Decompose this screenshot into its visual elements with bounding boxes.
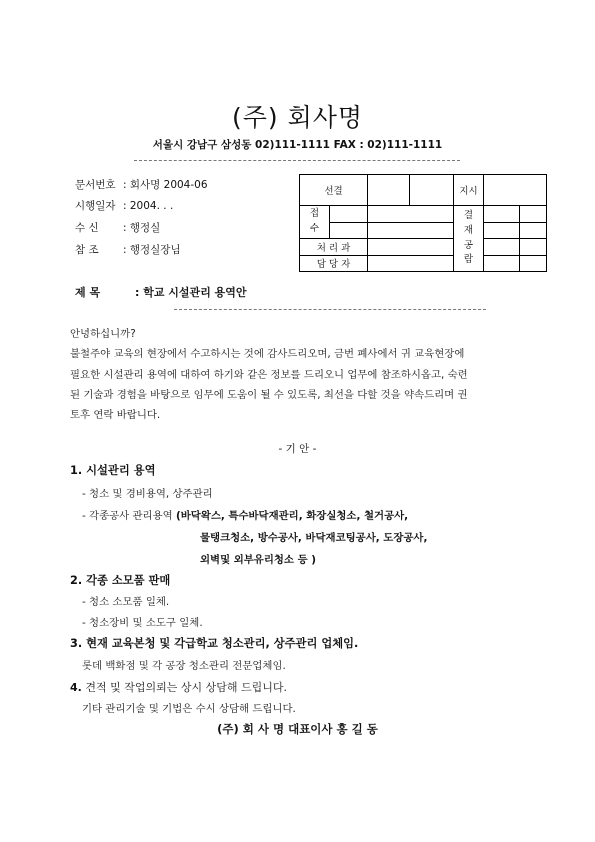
issue-date-label: 시행일자 — [75, 200, 116, 212]
header-divider — [134, 160, 460, 161]
section-1-title: 1. 시설관리 용역 — [70, 464, 156, 477]
approval-seon-label: 선결 — [300, 175, 368, 206]
section-4-number: 4. — [70, 681, 82, 694]
approval-jeobsu-cell-3 — [330, 222, 368, 239]
approval-jeob-char: 접 — [309, 208, 320, 220]
section-1-item-1: - 청소 및 경비용역, 상주관리 — [82, 488, 213, 500]
approval-jeobsu-cell-1 — [330, 206, 368, 223]
section-2-item-2: - 청소장비 및 소도구 일체. — [82, 617, 203, 629]
signature: (주) 회 사 명 대표이사 홍 길 동 — [217, 722, 378, 736]
approval-person-cell — [368, 255, 454, 272]
approval-seon-cell-2 — [410, 175, 454, 206]
approval-su-char: 수 — [309, 223, 320, 234]
doc-number-row — [75, 177, 208, 192]
approval-cell — [520, 255, 547, 272]
section-4-item: 기타 관리기술 및 기법은 수시 상담해 드립니다. — [82, 703, 296, 715]
approval-jisi-label: 지시 — [454, 175, 484, 206]
issue-date-row — [75, 198, 173, 213]
subject-value: : 학교 시설관리 용역안 — [135, 286, 247, 299]
section-1-item-2-cont-2 — [200, 551, 316, 566]
subject-label: 제 목 — [75, 286, 101, 299]
approval-cell — [484, 239, 520, 256]
approval-cell — [520, 239, 547, 256]
company-title: (주) 회사명 — [231, 103, 364, 132]
approval-person-label: 담 당 자 — [300, 255, 368, 272]
approval-gong-char: 공 — [463, 239, 474, 251]
body-line-1: 불철주야 교육의 현장에서 수고하시는 것에 감사드리오며, 금번 폐사에서 귀 교육현장에 — [70, 348, 465, 360]
section-1-item-2-bold: (바닥왁스, 특수바닥재관리, 화장실청소, 철거공사, — [175, 510, 409, 522]
reference-value: : 행정실장님 — [123, 244, 181, 256]
recipient-row — [75, 220, 160, 235]
proposal-heading: - 기 안 - — [278, 443, 317, 455]
reference-row — [75, 242, 181, 257]
section-2-title: 2. 각종 소모품 판매 — [70, 574, 171, 587]
company-address: 서울시 강남구 삼성동 02)111-1111 FAX : 02)111-1111 — [152, 139, 443, 151]
greeting: 안녕하십니까? — [70, 328, 136, 340]
section-1-item-2 — [82, 507, 408, 522]
approval-cell — [484, 222, 520, 239]
doc-number-value: : 회사명 2004-06 — [123, 179, 208, 191]
approval-cell — [520, 222, 547, 239]
issue-date-value: : 2004. . . — [123, 200, 174, 212]
recipient-label: 수 신 — [75, 222, 99, 234]
section-1-item-2-cont-1 — [200, 529, 427, 544]
body-line-4: 토후 연락 바랍니다. — [70, 409, 161, 421]
doc-number-label: 문서번호 — [75, 179, 116, 191]
approval-ram-char: 람 — [463, 254, 474, 266]
approval-gyeol-char: 결 — [463, 210, 474, 222]
section-3-item: 롯데 백화점 및 각 공장 청소관리 전문업체임. — [82, 660, 286, 672]
approval-processor-label: 처 리 과 — [300, 239, 368, 256]
approval-jae-char: 재 — [463, 224, 474, 236]
approval-cell — [484, 255, 520, 272]
approval-jeobsu-cell-4 — [368, 222, 454, 239]
approval-cell — [520, 206, 547, 223]
section-1-item-2-prefix: - 각종공사 관리용역 — [82, 510, 173, 522]
approval-jisi-cell — [484, 175, 547, 206]
approval-seon-cell — [368, 175, 410, 206]
subject-divider — [174, 309, 486, 310]
body-line-3: 된 기술과 경험을 바탕으로 임무에 도움이 될 수 있도록, 최선을 다할 것을 약속드리며 권 — [70, 389, 468, 401]
section-4-title: 견적 및 작업의뢰는 상시 상담해 드립니다. — [85, 681, 287, 694]
recipient-value: : 행정실 — [123, 222, 161, 234]
section-3-title: 3. 현재 교육본청 및 각급학교 청소관리, 상주관리 업체임. — [70, 637, 359, 650]
subject-row — [75, 284, 247, 300]
approval-cell — [484, 206, 520, 223]
section-4-title-row — [70, 679, 287, 695]
section-1-item-2-cont-2-text: 외벽및 외부유리청소 등 ) — [200, 554, 316, 566]
approval-gyeoljae-label — [454, 206, 484, 272]
section-1-item-2-cont-1-text: 물탱크청소, 방수공사, 바닥재코팅공사, 도장공사, — [200, 532, 428, 544]
approval-jeobsu-cell-2 — [368, 206, 454, 223]
approval-jeobsu-label — [300, 206, 330, 239]
reference-label: 참 조 — [75, 244, 99, 256]
approval-processor-cell — [368, 239, 454, 256]
approval-table — [299, 174, 547, 272]
section-2-item-1: - 청소 소모품 일체. — [82, 596, 170, 608]
body-line-2: 필요한 시설관리 용역에 대하여 하기와 같은 정보를 드리오니 업무에 참조하시옵고, 숙련 — [70, 369, 468, 381]
